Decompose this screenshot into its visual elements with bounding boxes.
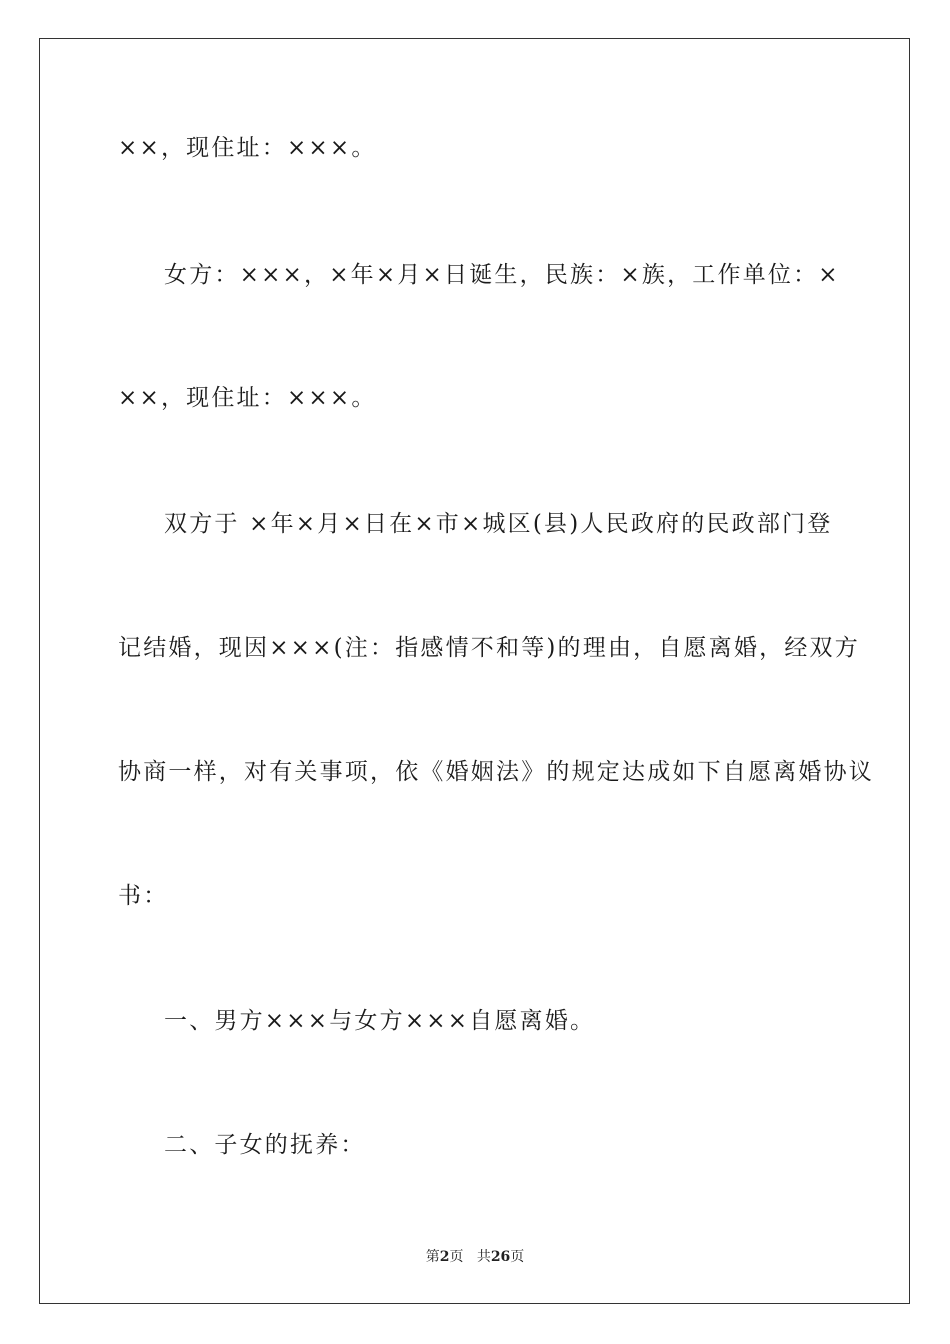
footer-page-prefix: 第 bbox=[425, 1249, 440, 1265]
text-line-7: 书： bbox=[118, 883, 169, 909]
text-line-5: 记结婚，现因×××(注：指感情不和等)的理由，自愿离婚，经双方 bbox=[118, 635, 860, 661]
footer-page-number: 2 bbox=[439, 1249, 450, 1265]
text-line-8: 一、男方×××与女方×××自愿离婚。 bbox=[164, 1008, 596, 1034]
page-footer bbox=[0, 1247, 950, 1267]
text-line-9: 二、子女的抚养： bbox=[164, 1132, 366, 1158]
text-line-6: 协商一样，对有关事项，依《婚姻法》的规定达成如下自愿离婚协议 bbox=[118, 759, 874, 785]
text-line-1: ××，现住址：×××。 bbox=[118, 135, 377, 161]
footer-total-prefix: 共 bbox=[476, 1249, 491, 1265]
footer-total-pages: 26 bbox=[490, 1249, 511, 1265]
footer-page-suffix: 页 bbox=[449, 1249, 464, 1265]
footer-total-suffix: 页 bbox=[510, 1249, 525, 1265]
text-line-3: ××，现住址：×××。 bbox=[118, 385, 377, 411]
text-line-2: 女方：×××，×年×月×日诞生，民族：×族，工作单位：× bbox=[164, 262, 840, 288]
page-border bbox=[39, 38, 910, 1304]
text-line-4: 双方于 ×年×月×日在×市×城区(县)人民政府的民政部门登 bbox=[164, 511, 833, 537]
